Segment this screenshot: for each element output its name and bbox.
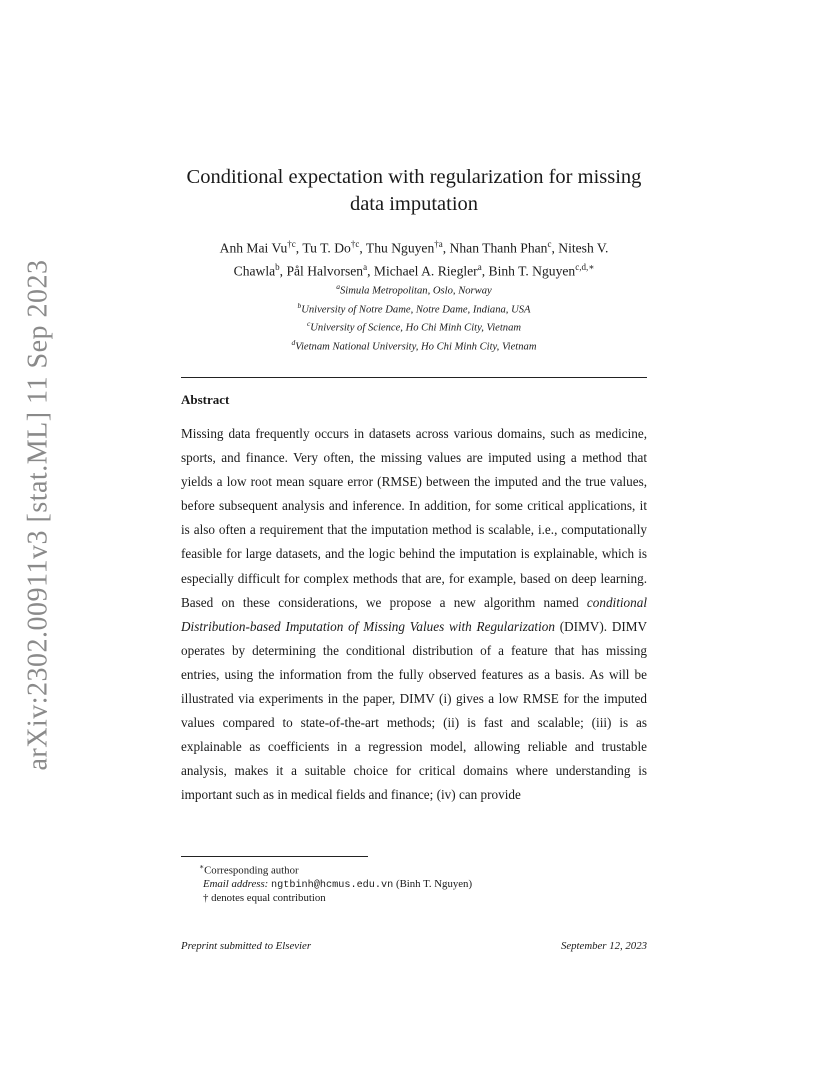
title-line-2: data imputation bbox=[349, 193, 479, 215]
author-name: Tu T. Do bbox=[302, 240, 351, 256]
footnote-equal-contribution: † denotes equal contribution bbox=[203, 891, 326, 904]
abstract-part-2: (DIMV). DIMV operates by determining the conditional distribution of a feature that has missing entries, using the information from the fully observed features as a basis. As will be illustrated via experiments in the paper, DIMV (i) gives a low RMSE for the imputed values compared to state-of-the-art methods; (ii) is fast and scalable; (iii) is as explainable as coefficients in a regression model, allowing reliable and trustable analysis, makes it a suitable choice for critical domains where understanding is important such as in medical fields and finance; (iv) can provide bbox=[181, 618, 647, 803]
footer-preprint-note: Preprint submitted to Elsevier bbox=[181, 940, 312, 952]
email-owner: (Binh T. Nguyen) bbox=[395, 877, 473, 890]
email-label: Email address: bbox=[203, 877, 269, 890]
author-name: Binh T. Nguyen bbox=[488, 263, 576, 279]
email-address: ngtbinh@hcmus.edu.vn bbox=[270, 879, 394, 891]
author-name: Michael A. Riegler bbox=[373, 263, 478, 279]
author-line-2: Chawla$^b$, Pål Halvorsen$^a$, Michael A. Riegler$^a$, Binh T. Nguyen$^{c,d,∗}$ bbox=[233, 261, 595, 279]
page-footer bbox=[181, 940, 647, 952]
arxiv-id-text: arXiv:2302.00911v3 [stat.ML] 11 Sep 2023 bbox=[22, 259, 54, 771]
author-affil-mark: c,d,∗ bbox=[575, 261, 595, 272]
author-affil-mark: a bbox=[477, 261, 482, 272]
affiliation: $^c$University of Science, Ho Chi Minh City, Vietnam bbox=[306, 319, 522, 334]
algorithm-name-emphasis: conditional Distribution-based Imputation of Missing Values with Regularization bbox=[181, 594, 647, 634]
author-name: Chawla bbox=[233, 263, 276, 279]
footnotes bbox=[181, 860, 647, 905]
abstract-top-rule bbox=[181, 377, 647, 378]
author-affil-mark: c bbox=[547, 239, 552, 249]
author-affil-mark: †c bbox=[287, 239, 296, 249]
author-affil-mark: b bbox=[275, 261, 280, 272]
affiliation: $^a$Simula Metropolitan, Oslo, Norway bbox=[336, 282, 492, 297]
author-name: Thu Nguyen bbox=[365, 240, 435, 256]
abstract-heading: Abstract bbox=[181, 392, 230, 407]
author-name: Anh Mai Vu bbox=[219, 240, 288, 256]
author-affil-mark: †a bbox=[434, 239, 443, 249]
author-list bbox=[181, 235, 647, 280]
author-name: Nitesh V. bbox=[558, 240, 609, 256]
author-line-1: Anh Mai Vu$^{\dagger c}$, Tu T. Do$^{\dagger c}$, Thu Nguyen$^{\dagger a}$, Nhan Thanh Phan$^c$, Nitesh V. bbox=[219, 239, 609, 256]
footnote-corresponding: ∗Corresponding author bbox=[199, 862, 299, 877]
abstract-part-1: Missing data frequently occurs in datasets across various domains, such as medicine, sports, and finance. Very often, the missing values are imputed using a method that yields a low root mean square error (RMSE) between the imputed and the true values, before subsequent analysis and inference. In addition, for some critical applications, it is also often a requirement that the imputation method is scalable, i.e., computationally feasible for large datasets, and the logic behind the imputation is explainable, which is especially difficult for complex methods that are, for example, based on deep learning. Based on these considerations, we propose a new algorithm named bbox=[181, 426, 647, 610]
paper-title bbox=[181, 164, 647, 218]
arxiv-sidebar-identifier bbox=[20, 259, 56, 771]
title-line-1: Conditional expectation with regularization for missing bbox=[186, 166, 642, 188]
footnote-rule bbox=[181, 856, 368, 857]
footer-date: September 12, 2023 bbox=[560, 940, 647, 952]
footnote-email bbox=[181, 878, 647, 892]
author-name: Pål Halvorsen bbox=[286, 263, 364, 279]
author-name: Nhan Thanh Phan bbox=[449, 240, 548, 256]
affiliation: $^d$Vietnam National University, Ho Chi Minh City, Vietnam bbox=[291, 337, 537, 353]
author-affil-mark: †c bbox=[350, 239, 360, 249]
affiliation-list bbox=[181, 280, 647, 354]
author-affil-mark: a bbox=[363, 261, 368, 272]
affiliation: $^b$University of Notre Dame, Notre Dame, Indiana, USA bbox=[297, 300, 531, 316]
abstract-text bbox=[181, 422, 647, 808]
